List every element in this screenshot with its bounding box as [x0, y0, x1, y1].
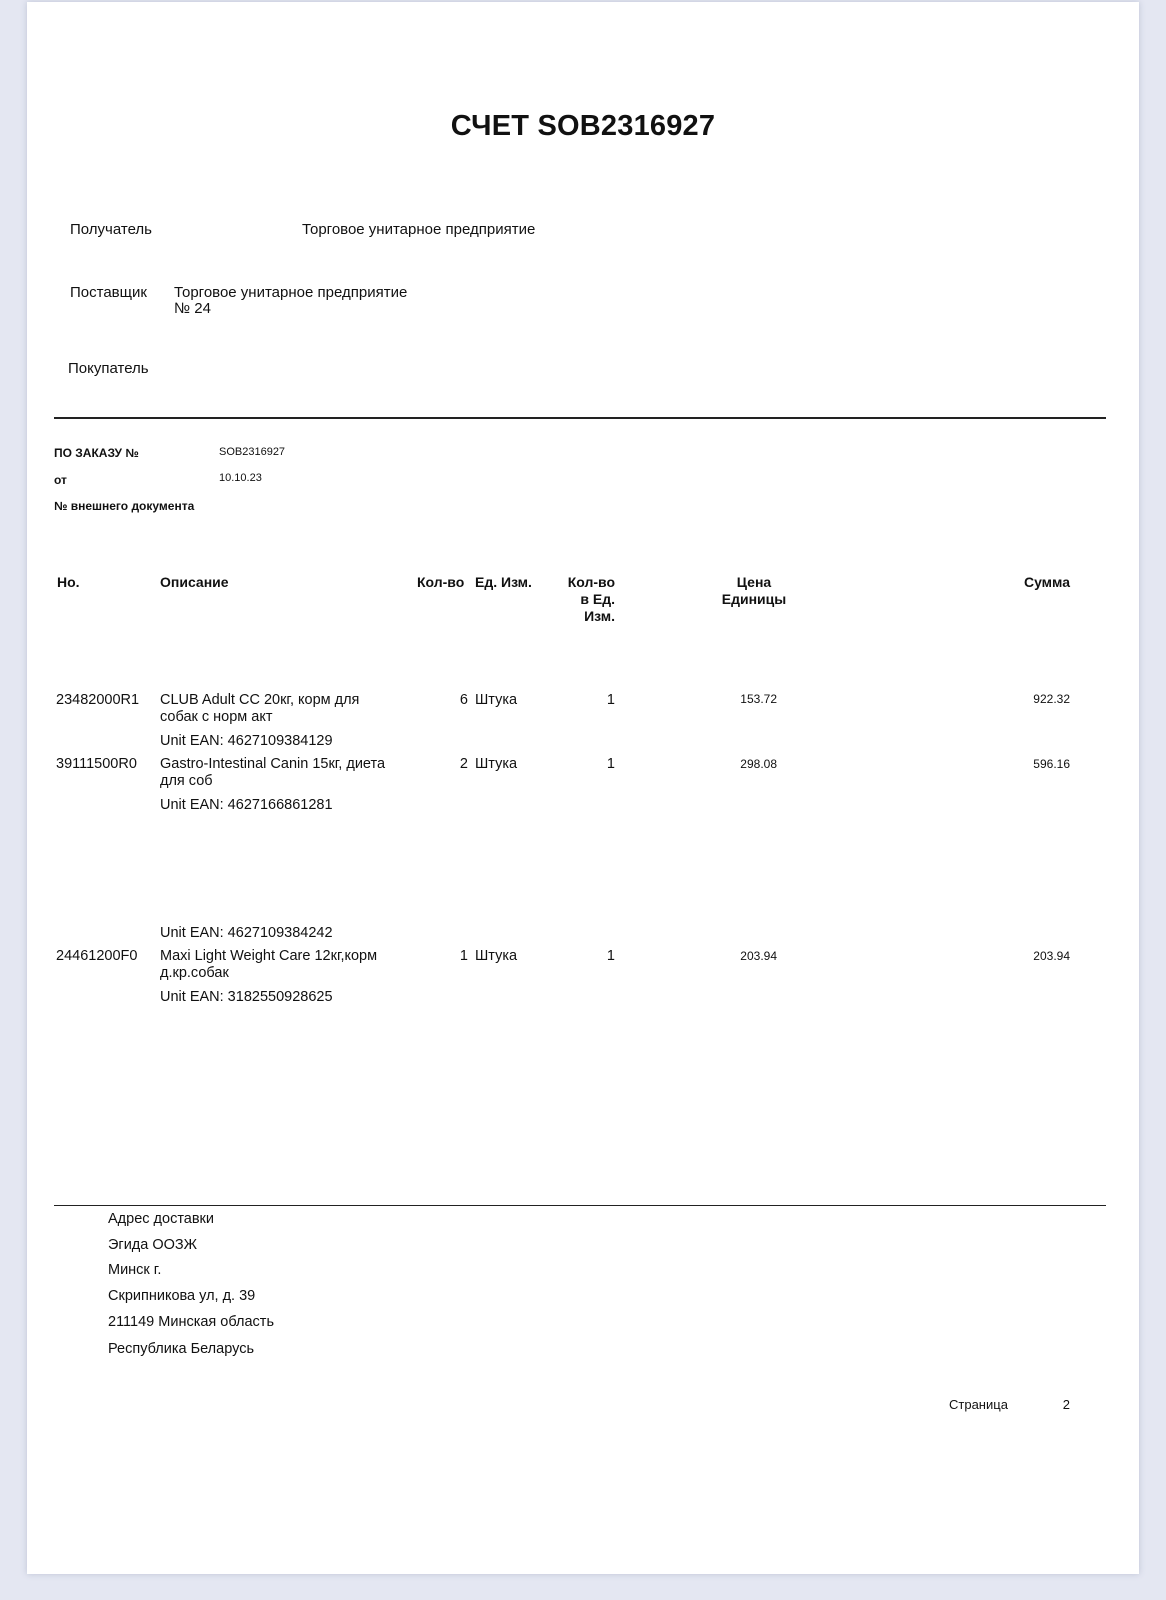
- row2-sum: 596.16: [1033, 757, 1070, 771]
- row3-sum: 203.94: [1033, 949, 1070, 963]
- col-header-no: Но.: [57, 574, 80, 590]
- row1-qty: 6: [459, 692, 468, 708]
- recipient-label: Получатель: [70, 221, 152, 238]
- row2-unit: Штука: [475, 756, 518, 772]
- delivery-address-line2: Минск г.: [108, 1262, 162, 1278]
- row1-sum: 922.32: [1033, 692, 1070, 706]
- delivery-address-line4: 211149 Минская область: [108, 1314, 274, 1330]
- footer-divider: [54, 1205, 1106, 1206]
- row2-qty: 2: [459, 756, 468, 772]
- external-doc-label: № внешнего документа: [54, 499, 195, 513]
- order-number-value: SOB2316927: [219, 446, 286, 458]
- row3-qty: 1: [459, 948, 468, 964]
- row3-unit: Штука: [475, 948, 518, 964]
- delivery-address-line5: Республика Беларусь: [108, 1341, 254, 1357]
- order-number-label: ПО ЗАКАЗУ №: [54, 446, 139, 460]
- page-label: Страница: [949, 1397, 1008, 1412]
- col-header-price-1: Цена: [736, 574, 772, 590]
- col-header-unit: Ед. Изм.: [475, 574, 532, 590]
- supplier-label: Поставщик: [70, 284, 147, 301]
- row3-ean-above: Unit EAN: 4627109384242: [160, 925, 333, 941]
- col-header-qty: Кол-во: [417, 574, 465, 590]
- row1-unit: Штука: [475, 692, 518, 708]
- supplier-value-line1: Торговое унитарное предприятие: [174, 284, 408, 301]
- delivery-address-line3: Скрипникова ул, д. 39: [108, 1288, 256, 1304]
- col-header-sum: Сумма: [1023, 574, 1070, 590]
- row3-price: 203.94: [740, 949, 777, 963]
- row3-description-line1: Maxi Light Weight Care 12кг,корм: [160, 948, 378, 964]
- col-header-price-2: Единицы: [721, 591, 787, 607]
- row2-price: 298.08: [740, 757, 777, 771]
- recipient-value: Торговое унитарное предприятие: [302, 221, 536, 238]
- row1-price: 153.72: [740, 692, 777, 706]
- row3-qty-per-unit: 1: [606, 948, 615, 964]
- row1-ean: Unit EAN: 4627109384129: [160, 733, 333, 749]
- order-date-value: 10.10.23: [219, 472, 262, 484]
- delivery-address-label: Адрес доставки: [108, 1211, 215, 1227]
- row1-description-line2: собак с норм акт: [160, 709, 273, 725]
- row1-item-number: 23482000R1: [56, 692, 140, 708]
- row2-description-line2: для соб: [160, 773, 213, 789]
- row3-description-line2: д.кр.собак: [160, 965, 229, 981]
- buyer-label: Покупатель: [68, 360, 149, 377]
- document-title: СЧЕТ SOB2316927: [450, 110, 716, 142]
- row2-description-line1: Gastro-Intestinal Canin 15кг, диета: [160, 756, 386, 772]
- page-number: 2: [1062, 1397, 1070, 1412]
- row3-ean: Unit EAN: 3182550928625: [160, 989, 333, 1005]
- delivery-address-line1: Эгида ООЗЖ: [108, 1237, 198, 1253]
- col-header-description: Описание: [160, 574, 229, 590]
- header-divider: [54, 417, 1106, 419]
- row3-item-number: 24461200F0: [56, 948, 138, 964]
- col-header-qty-per-unit-1: Кол-во: [567, 574, 615, 590]
- col-header-qty-per-unit-2: в Ед.: [580, 591, 615, 607]
- col-header-qty-per-unit-3: Изм.: [584, 608, 615, 624]
- row2-ean: Unit EAN: 4627166861281: [160, 797, 333, 813]
- supplier-value-line2: № 24: [174, 300, 211, 317]
- order-date-label: от: [54, 473, 67, 487]
- row1-description-line1: CLUB Adult CC 20кг, корм для: [160, 692, 360, 708]
- row2-qty-per-unit: 1: [606, 756, 615, 772]
- row1-qty-per-unit: 1: [606, 692, 615, 708]
- row2-item-number: 39111500R0: [56, 756, 137, 772]
- invoice-page: [27, 2, 1139, 1574]
